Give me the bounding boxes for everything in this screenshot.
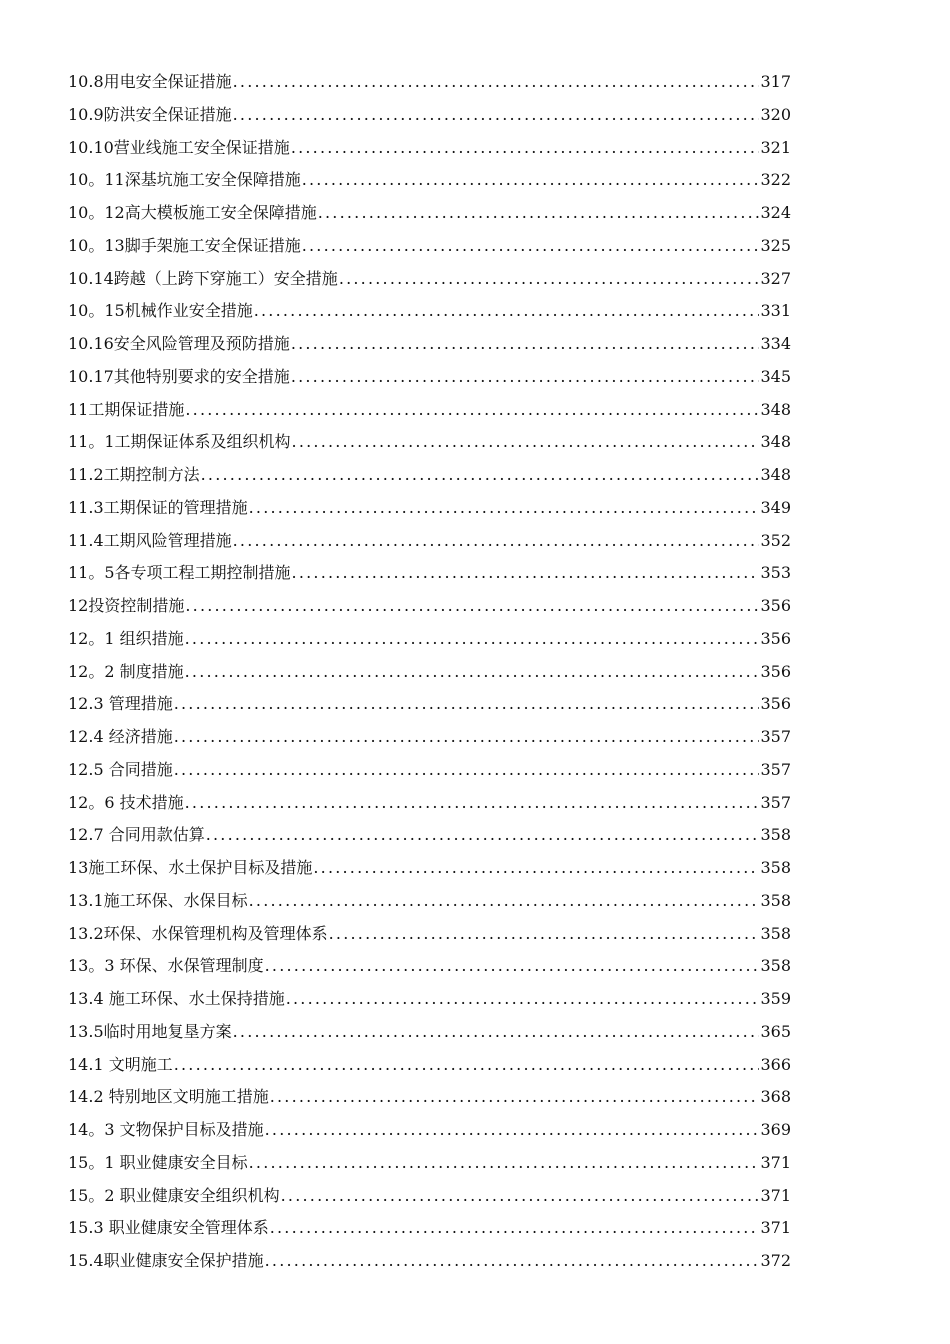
toc-entry-page-number: 371 [760, 1218, 791, 1238]
toc-entry[interactable] [68, 1245, 791, 1278]
toc-entry[interactable] [68, 590, 791, 623]
toc-dot-leader [270, 1212, 760, 1245]
toc-entry[interactable] [68, 1081, 791, 1114]
toc-entry-title: 14.2 特别地区文明施工措施 [68, 1087, 269, 1107]
toc-entry[interactable] [68, 852, 791, 885]
toc-dot-leader [185, 394, 759, 427]
toc-entry[interactable] [68, 132, 791, 165]
toc-entry-page-number: 353 [760, 563, 791, 583]
toc-entry-title: 10。12高大模板施工安全保障措施 [68, 203, 317, 222]
toc-entry-page-number: 321 [760, 137, 791, 157]
toc-entry-page-number: 371 [760, 1152, 791, 1172]
toc-dot-leader [291, 132, 760, 165]
toc-entry-page-number: 358 [760, 890, 791, 910]
toc-entry[interactable] [68, 197, 791, 230]
toc-entry[interactable] [68, 918, 791, 951]
toc-entry[interactable] [68, 754, 791, 787]
toc-entry-title: 11工期保证措施 [68, 399, 185, 419]
toc-entry-page-number: 369 [760, 1120, 791, 1139]
toc-entry-title: 14。3 文物保护目标及措施 [68, 1120, 264, 1139]
toc-entry-title: 14.1 文明施工 [68, 1054, 173, 1074]
toc-dot-leader [174, 688, 760, 721]
toc-dot-leader [233, 66, 760, 99]
toc-dot-leader [265, 950, 760, 983]
toc-entry[interactable] [68, 1212, 791, 1245]
toc-entry-page-number: 352 [760, 530, 791, 550]
toc-entry-page-number: 349 [760, 497, 791, 517]
toc-entry-page-number: 358 [760, 923, 791, 943]
toc-dot-leader [302, 164, 760, 197]
toc-entry-page-number: 358 [760, 825, 791, 845]
toc-entry-title: 10。13脚手架施工安全保证措施 [68, 235, 301, 255]
toc-entry-title: 13.1施工环保、水保目标 [68, 890, 248, 910]
toc-entry-title: 10.14跨越（上跨下穿施工）安全措施 [68, 268, 338, 288]
toc-entry-page-number: 334 [760, 334, 791, 353]
toc-entry-page-number: 368 [760, 1087, 791, 1107]
toc-entry-title: 11.3工期保证的管理措施 [68, 497, 248, 517]
toc-dot-leader [318, 197, 760, 230]
toc-dot-leader [206, 819, 760, 852]
toc-entry-title: 15.3 职业健康安全管理体系 [68, 1218, 269, 1238]
toc-entry-page-number: 356 [760, 661, 791, 681]
toc-entry[interactable] [68, 1114, 791, 1147]
toc-entry[interactable] [68, 1049, 791, 1082]
toc-dot-leader [329, 918, 760, 951]
toc-entry-title: 12.5 合同措施 [68, 759, 173, 779]
toc-entry-title: 10.17其他特别要求的安全措施 [68, 366, 290, 386]
toc-entry-title: 13施工环保、水土保护目标及措施 [68, 858, 313, 877]
toc-dot-leader [291, 361, 760, 394]
toc-entry-title: 13。3 环保、水保管理制度 [68, 956, 264, 976]
toc-entry-page-number: 356 [760, 596, 791, 615]
toc-entry[interactable] [68, 1147, 791, 1180]
toc-entry[interactable] [68, 721, 791, 754]
toc-entry-page-number: 356 [760, 694, 791, 714]
toc-entry[interactable] [68, 623, 791, 656]
toc-dot-leader [233, 1016, 760, 1049]
toc-dot-leader [249, 885, 760, 918]
toc-dot-leader [292, 557, 760, 590]
toc-dot-leader [291, 328, 760, 361]
toc-entry[interactable] [68, 1016, 791, 1049]
toc-dot-leader [254, 295, 760, 328]
toc-entry[interactable] [68, 557, 791, 590]
toc-entry[interactable] [68, 950, 791, 983]
toc-dot-leader [201, 459, 760, 492]
toc-entry-page-number: 358 [760, 956, 791, 976]
toc-entry[interactable] [68, 885, 791, 918]
toc-dot-leader [265, 1114, 760, 1147]
toc-dot-leader [313, 852, 759, 885]
toc-dot-leader [281, 1180, 760, 1213]
toc-entry-page-number: 317 [760, 72, 791, 91]
toc-entry-title: 12.3 管理措施 [68, 694, 173, 714]
toc-entry[interactable] [68, 688, 791, 721]
toc-entry[interactable] [68, 656, 791, 689]
toc-entry-title: 11.4工期风险管理措施 [68, 530, 232, 550]
toc-dot-leader [339, 263, 760, 296]
toc-entry[interactable] [68, 361, 791, 394]
toc-entry-page-number: 356 [760, 628, 791, 648]
toc-entry[interactable] [68, 1180, 791, 1213]
toc-entry-title: 10.9防洪安全保证措施 [68, 104, 232, 124]
toc-entry-title: 12投资控制措施 [68, 596, 185, 615]
toc-entry-title: 10.10营业线施工安全保证措施 [68, 137, 290, 157]
toc-entry-title: 10.16安全风险管理及预防措施 [68, 334, 290, 353]
toc-entry-title: 11。5各专项工程工期控制措施 [68, 563, 291, 583]
toc-entry-title: 10.8用电安全保证措施 [68, 72, 232, 91]
toc-entry[interactable] [68, 99, 791, 132]
toc-entry-page-number: 348 [760, 432, 791, 452]
toc-entry-title: 15。2 职业健康安全组织机构 [68, 1185, 280, 1205]
toc-entry-page-number: 359 [760, 989, 791, 1008]
toc-dot-leader [233, 525, 760, 558]
toc-dot-leader [174, 754, 760, 787]
toc-entry-page-number: 325 [760, 235, 791, 255]
toc-entry-page-number: 371 [760, 1185, 791, 1205]
toc-dot-leader [302, 230, 760, 263]
toc-entry-page-number: 320 [760, 104, 791, 124]
toc-entry-page-number: 345 [760, 366, 791, 386]
toc-entry-title: 12。1 组织措施 [68, 628, 184, 648]
toc-entry-title: 13.2环保、水保管理机构及管理体系 [68, 923, 328, 943]
toc-entry-title: 12.7 合同用款估算 [68, 825, 205, 845]
toc-entry[interactable] [68, 328, 791, 361]
toc-entry[interactable] [68, 819, 791, 852]
toc-dot-leader [185, 787, 760, 820]
toc-entry[interactable] [68, 492, 791, 525]
toc-entry[interactable] [68, 230, 791, 263]
toc-entry-title: 12。2 制度措施 [68, 661, 184, 681]
toc-entry[interactable] [68, 983, 791, 1016]
toc-entry-page-number: 348 [760, 465, 791, 484]
toc-entry-title: 11.2工期控制方法 [68, 465, 200, 484]
toc-dot-leader [292, 426, 760, 459]
toc-entry-page-number: 327 [760, 268, 791, 288]
toc-dot-leader [233, 99, 760, 132]
toc-entry[interactable] [68, 66, 791, 99]
toc-entry-title: 15。1 职业健康安全目标 [68, 1152, 248, 1172]
toc-dot-leader [185, 590, 759, 623]
toc-entry-page-number: 357 [760, 792, 791, 812]
toc-entry-page-number: 357 [760, 727, 791, 746]
toc-entry-page-number: 322 [760, 170, 791, 190]
toc-dot-leader [249, 1147, 760, 1180]
toc-entry-title: 13.5临时用地复垦方案 [68, 1021, 232, 1041]
toc-entry-title: 13.4 施工环保、水土保持措施 [68, 989, 285, 1008]
toc-entry[interactable] [68, 525, 791, 558]
toc-entry[interactable] [68, 295, 791, 328]
toc-dot-leader [185, 623, 760, 656]
toc-dot-leader [286, 983, 760, 1016]
toc-entry-title: 15.4职业健康安全保护措施 [68, 1251, 264, 1270]
toc-entry-title: 12.4 经济措施 [68, 727, 173, 746]
toc-entry-page-number: 331 [760, 301, 791, 321]
toc-entry[interactable] [68, 426, 791, 459]
toc-entry-page-number: 357 [760, 759, 791, 779]
toc-dot-leader [249, 492, 760, 525]
toc-entry-page-number: 324 [760, 203, 791, 222]
toc-dot-leader [174, 1049, 760, 1082]
toc-entry[interactable] [68, 164, 791, 197]
toc-entry-title: 11。1工期保证体系及组织机构 [68, 432, 291, 452]
toc-entry-page-number: 365 [760, 1021, 791, 1041]
toc-entry[interactable] [68, 459, 791, 492]
toc-entry-page-number: 358 [760, 858, 791, 877]
toc-dot-leader [270, 1081, 760, 1114]
toc-dot-leader [265, 1245, 760, 1278]
table-of-contents [68, 66, 791, 1278]
toc-entry-title: 10。15机械作业安全措施 [68, 301, 253, 321]
toc-entry-page-number: 372 [760, 1251, 791, 1270]
toc-entry-page-number: 348 [760, 399, 791, 419]
toc-entry[interactable] [68, 787, 791, 820]
toc-dot-leader [185, 656, 760, 689]
toc-entry[interactable] [68, 394, 791, 427]
toc-entry-title: 10。11深基坑施工安全保障措施 [68, 170, 301, 190]
toc-entry[interactable] [68, 263, 791, 296]
toc-entry-page-number: 366 [760, 1054, 791, 1074]
toc-dot-leader [174, 721, 760, 754]
toc-entry-title: 12。6 技术措施 [68, 792, 184, 812]
